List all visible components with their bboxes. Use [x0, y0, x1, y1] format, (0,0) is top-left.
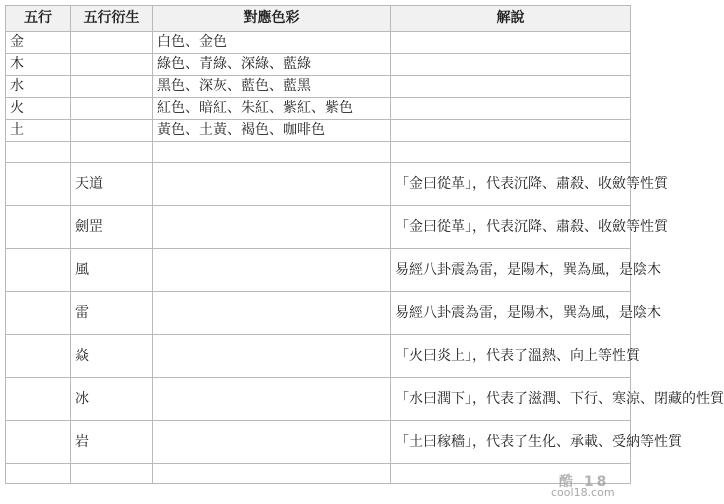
derivative-desc: 「金曰從革」，代表沉降、肅殺、收斂等性質 — [391, 163, 631, 206]
derivative-row-jiangang — [6, 206, 631, 249]
element-row-earth — [6, 120, 631, 142]
derivative-desc: 「土曰稼穡」，代表了生化、承載、受納等性質 — [391, 421, 631, 464]
empty-cell — [71, 54, 153, 76]
empty-cell — [153, 464, 391, 484]
empty-cell — [153, 335, 391, 378]
derivative-name: 焱 — [71, 335, 153, 378]
empty-cell — [71, 142, 153, 163]
empty-cell — [153, 292, 391, 335]
empty-cell — [391, 142, 631, 163]
derivative-desc: 易經八卦震為雷，是陽木，巽為風，是陰木 — [391, 249, 631, 292]
element-colors: 綠色、青綠、深綠、藍綠 — [153, 54, 391, 76]
empty-cell — [71, 76, 153, 98]
empty-cell — [153, 249, 391, 292]
empty-cell — [391, 464, 631, 484]
empty-cell — [71, 464, 153, 484]
empty-cell — [391, 120, 631, 142]
five-elements-table — [5, 5, 724, 484]
watermark-url: cool18.com — [551, 486, 615, 499]
empty-cell — [391, 32, 631, 54]
derivative-name: 雷 — [71, 292, 153, 335]
element-row-metal — [6, 32, 631, 54]
element-name: 木 — [6, 54, 71, 76]
derivative-name: 岩 — [71, 421, 153, 464]
empty-cell — [6, 249, 71, 292]
derivative-desc: 「金曰從革」，代表沉降、肅殺、收斂等性質 — [391, 206, 631, 249]
empty-cell — [71, 32, 153, 54]
empty-cell — [153, 421, 391, 464]
empty-cell — [6, 142, 71, 163]
element-name: 火 — [6, 98, 71, 120]
watermark-logo-text: 酷 18 — [559, 474, 610, 490]
empty-cell — [71, 120, 153, 142]
element-colors: 黃色、土黃、褐色、咖啡色 — [153, 120, 391, 142]
derivative-row-thunder — [6, 292, 631, 335]
element-name: 土 — [6, 120, 71, 142]
derivative-name: 冰 — [71, 378, 153, 421]
element-row-wood — [6, 54, 631, 76]
empty-cell — [153, 142, 391, 163]
element-colors: 紅色、暗紅、朱紅、紫紅、紫色 — [153, 98, 391, 120]
blank-row — [6, 464, 631, 484]
header-derivative: 五行衍生 — [71, 6, 153, 32]
derivative-desc: 「火曰炎上」，代表了溫熱、向上等性質 — [391, 335, 631, 378]
element-row-water — [6, 76, 631, 98]
element-colors: 黑色、深灰、藍色、藍黑 — [153, 76, 391, 98]
derivative-desc: 易經八卦震為雷，是陽木，巽為風，是陰木 — [391, 292, 631, 335]
element-colors: 白色、金色 — [153, 32, 391, 54]
empty-cell — [6, 464, 71, 484]
blank-row — [6, 142, 631, 163]
empty-cell — [391, 76, 631, 98]
derivative-row-rock — [6, 421, 631, 464]
header-row — [6, 6, 631, 32]
element-name: 水 — [6, 76, 71, 98]
empty-cell — [6, 206, 71, 249]
derivative-row-ice — [6, 378, 631, 421]
empty-cell — [71, 98, 153, 120]
derivative-name: 天道 — [71, 163, 153, 206]
empty-cell — [6, 292, 71, 335]
header-explanation: 解說 — [391, 6, 631, 32]
header-colors: 對應色彩 — [153, 6, 391, 32]
empty-cell — [391, 54, 631, 76]
derivative-row-tiandao — [6, 163, 631, 206]
empty-cell — [153, 206, 391, 249]
element-name: 金 — [6, 32, 71, 54]
derivative-row-wind — [6, 249, 631, 292]
empty-cell — [153, 163, 391, 206]
empty-cell — [391, 98, 631, 120]
header-five-elements: 五行 — [6, 6, 71, 32]
empty-cell — [6, 163, 71, 206]
empty-cell — [6, 335, 71, 378]
derivative-name: 風 — [71, 249, 153, 292]
derivative-row-blaze — [6, 335, 631, 378]
empty-cell — [6, 378, 71, 421]
empty-cell — [153, 378, 391, 421]
element-row-fire — [6, 98, 631, 120]
derivative-desc: 「水曰潤下」，代表了滋潤、下行、寒涼、閉藏的性質 — [391, 378, 631, 421]
empty-cell — [6, 421, 71, 464]
derivative-name: 劍罡 — [71, 206, 153, 249]
